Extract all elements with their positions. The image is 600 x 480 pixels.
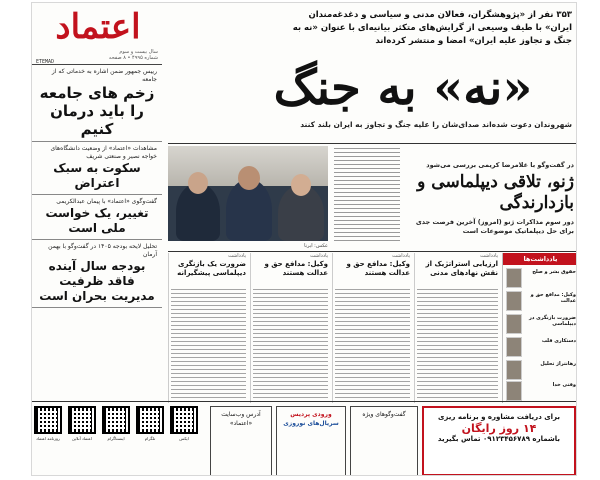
website-ad-text: آدرس وب‌سایت «اعتماد»	[221, 411, 261, 427]
column-kicker: یادداشت	[480, 253, 498, 259]
column-body	[253, 287, 328, 403]
note-item[interactable]	[505, 313, 577, 335]
photo-caption: عکس: ایرنا	[304, 243, 328, 249]
photo-person-head	[238, 166, 260, 190]
promo-ad-line: سریال‌های نوروزی	[283, 420, 339, 427]
column-title: ارزیابی استراتژیک از نقش نهادهای مدنی	[425, 260, 498, 277]
note-title: دستکاری قلب	[541, 338, 576, 344]
mid-story-kicker: در گفت‌وگو با غلامرضا کریمی بررسی می‌شود	[426, 161, 574, 169]
top-story-overline: ۳۵۳ نفر از «پژوهشگران، فعالان مدنی و سیاسی و دغدغه‌مندان ایران» با طیف وسیعی از گرایش‌های متکثر بیانیه‌ای با عنوان «نه به جنگ و تجاوز علیه ایران» امضا و منتشر کرده‌اند	[292, 10, 572, 46]
teaser-item[interactable]	[32, 195, 162, 240]
promo-ad[interactable]	[276, 406, 346, 476]
divider	[168, 143, 577, 144]
teaser-headline: سکوت به سبک اعتراض	[53, 161, 141, 190]
feature-ad-text: گفت‌وگوهای ویژه	[362, 411, 406, 418]
note-title: وقتی خدا	[552, 382, 576, 388]
teaser-headline: زخم های جامعه را باید درمان کنیم	[39, 84, 155, 138]
teaser-item[interactable]	[32, 142, 162, 195]
column-article[interactable]	[250, 253, 330, 403]
education-ad[interactable]	[422, 406, 576, 476]
masthead-meta-line: شماره ۴۹۹۵ • ۸ صفحه	[108, 55, 158, 61]
column-body	[417, 287, 498, 403]
note-item[interactable]	[505, 359, 577, 381]
column-title: وکیل: مدافع حق و عدالت هستند	[346, 260, 410, 277]
note-item[interactable]	[505, 336, 577, 358]
author-photo	[506, 291, 522, 311]
mid-story[interactable]	[404, 161, 574, 236]
teaser-item[interactable]	[32, 65, 162, 142]
qr-label: اعتماد آنلاین	[71, 436, 93, 441]
masthead-meta	[38, 49, 158, 61]
column-article[interactable]	[414, 253, 500, 403]
note-title: ضرورت بازنگری در دیپلماسی	[529, 315, 576, 327]
column-title: وکیل: مدافع حق و عدالت هستند	[264, 260, 328, 277]
newspaper-logo[interactable]: اعتماد	[55, 7, 141, 47]
author-photo	[506, 381, 522, 401]
notes-panel-title: یادداشت‌ها	[503, 253, 577, 265]
qr-label: اینستاگرام	[107, 436, 125, 441]
promo-ad-line: ورودی پردیس	[290, 411, 332, 418]
column-kicker: یادداشت	[228, 253, 246, 259]
photo-person-head	[188, 172, 208, 194]
note-item[interactable]	[505, 290, 577, 312]
qr-code-row	[34, 406, 204, 456]
photo-person-head	[291, 174, 311, 196]
column-article[interactable]	[332, 253, 412, 403]
newspaper-front-page	[31, 2, 577, 476]
author-photo	[506, 268, 522, 288]
qr-code-icon[interactable]	[34, 406, 62, 434]
qr-code-icon[interactable]	[102, 406, 130, 434]
teaser-item[interactable]	[32, 240, 162, 308]
teaser-headline: تغییر، یک خواست ملی است	[45, 206, 149, 235]
footer-ad-strip	[32, 401, 577, 476]
note-item[interactable]	[505, 267, 577, 289]
top-story-headline: «نه» به جنگ	[273, 60, 533, 116]
top-story-subhead: شهروندان دعوت شده‌اند صدای‌شان را علیه جنگ و تجاوز به ایران بلند کنند	[300, 120, 572, 129]
note-title: حقوق بشر و صلح	[532, 269, 576, 275]
column-title: ضرورت یک بازنگری دیپلماسی پیشگیرانه	[177, 260, 246, 277]
column-body	[171, 287, 246, 403]
author-photo	[506, 360, 522, 380]
notes-panel	[502, 253, 577, 403]
column-body	[335, 287, 410, 403]
education-ad-highlight: ۱۴ روز رایگان	[461, 422, 537, 435]
mid-story-subhead: دور سوم مذاکرات ژنو (امروز) آخرین فرصت جدی برای حل دیپلماتیک موضوعات است	[415, 218, 574, 235]
feature-ad[interactable]	[350, 406, 418, 476]
qr-code-icon[interactable]	[136, 406, 164, 434]
masthead	[32, 3, 162, 65]
column-kicker: یادداشت	[392, 253, 410, 259]
note-title: رهانتراژ تحلیل	[540, 361, 576, 367]
news-photo[interactable]	[168, 146, 328, 241]
left-teaser-column	[32, 65, 162, 325]
qr-code-icon[interactable]	[170, 406, 198, 434]
note-item[interactable]	[505, 380, 577, 402]
teaser-kicker: گفت‌وگوی «اعتماد» با پیمان عبدالکریمی	[56, 198, 157, 205]
education-ad-line: باشماره ۰۹۱۲۳۴۵۶۷۸۹ تماس بگیرید	[437, 435, 561, 443]
teaser-kicker: تحلیل لایحه بودجه ۱۴۰۵ در گفت‌وگو با بهمن آرمان	[48, 243, 157, 258]
teaser-headline: بودجه سال آینده فاقد ظرفیت مدیریت بحران است	[39, 259, 155, 303]
author-photo	[506, 337, 522, 357]
top-story[interactable]	[168, 3, 577, 143]
website-ad[interactable]	[210, 406, 272, 476]
mid-story-headline: ژنو، تلاقی دیپلماسی و بازدارندگی	[417, 172, 574, 213]
education-ad-line: برای دریافت مشاوره و برنامه ریزی	[437, 413, 561, 421]
column-article[interactable]	[168, 253, 248, 403]
qr-label: تلگرام	[144, 436, 156, 441]
qr-code-icon[interactable]	[68, 406, 96, 434]
qr-label: ایکس	[179, 436, 189, 441]
masthead-meta-line: سال بیست و سوم	[119, 49, 158, 55]
divider	[168, 251, 577, 252]
qr-label: روزنامه اعتماد	[36, 436, 60, 441]
masthead-english-label: ETEMAD	[36, 59, 55, 65]
column-kicker: یادداشت	[310, 253, 328, 259]
note-title: وکیل: مدافع حق و عدالت	[530, 292, 576, 304]
teaser-kicker: رییس جمهور ضمن اشاره به خدماتی که از جامعه	[51, 68, 157, 83]
author-photo	[506, 314, 522, 334]
teaser-kicker: مشاهدات «اعتماد» از وضعیت دانشگاه‌های خواجه نصیر و صنعتی شریف	[50, 145, 157, 160]
text-column	[334, 146, 400, 241]
